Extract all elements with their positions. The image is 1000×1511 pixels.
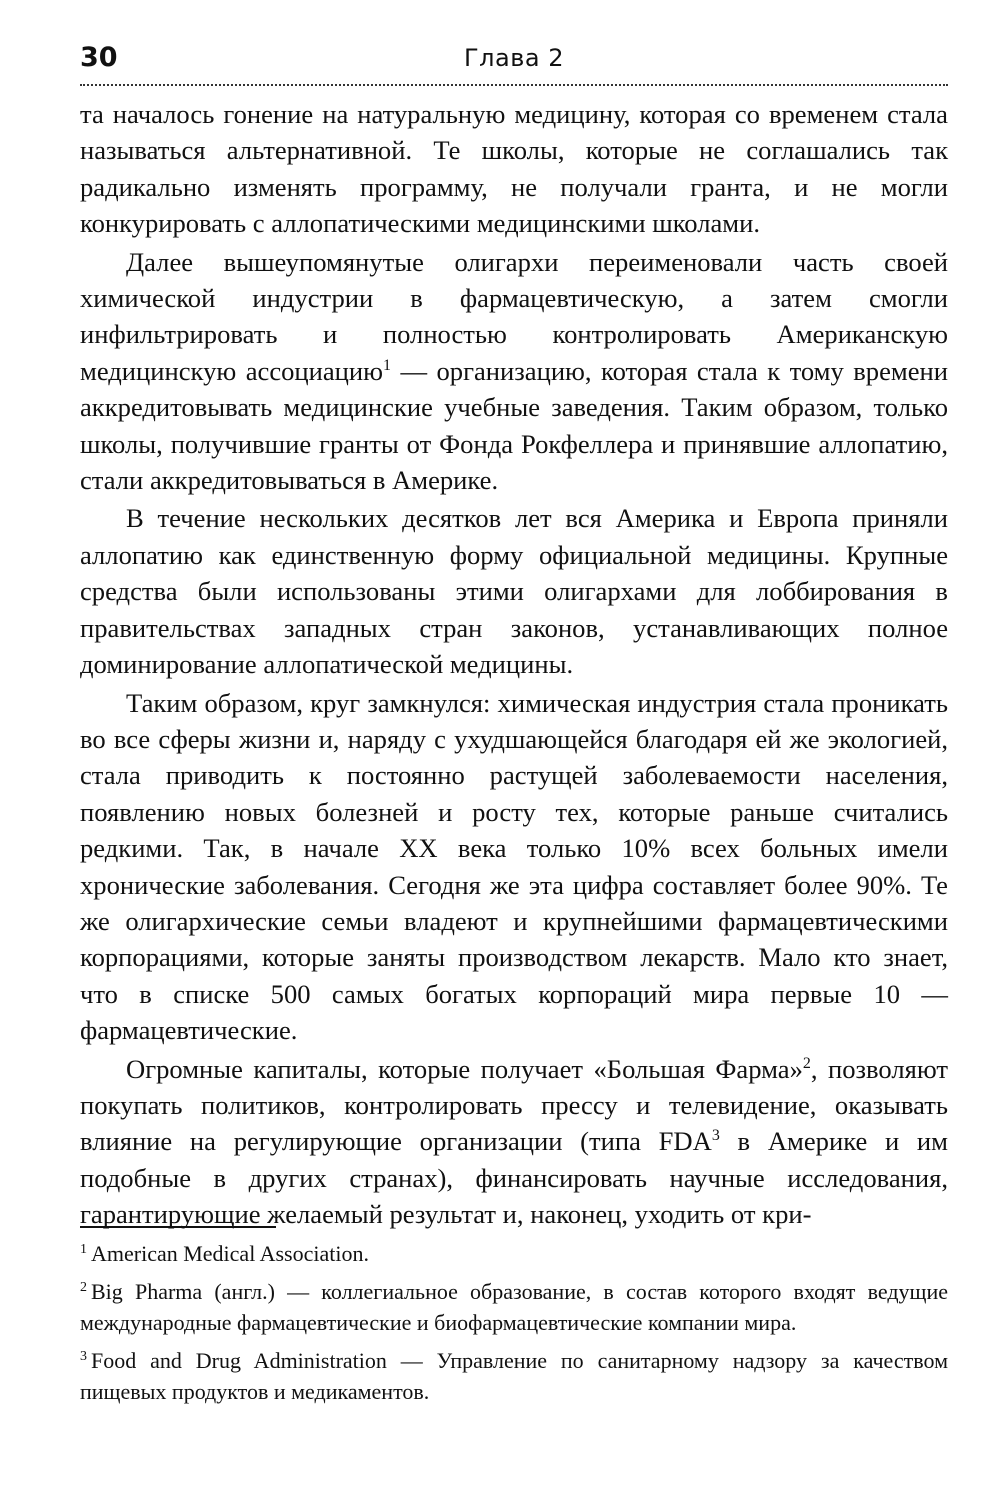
paragraph-4	[80, 685, 948, 1049]
main-text	[80, 96, 948, 1233]
footnote-1	[80, 1238, 948, 1269]
paragraph-2-text-b: — организацию, которая стала к тому времени аккредитовывать медицинские учебные заведения. Таким образом, только школы, получившие гранты от Фонда Рокфеллера и принявшие аллопатию, стали аккредитовываться в Америке.	[80, 355, 948, 496]
paragraph-2-text-a: Далее вышеупомянутые олигархи переименовали часть своей химической индустрии в фармацевтическую, а затем смогли инфильтрировать и полностью контролировать Американскую медицинскую ассоциацию	[80, 246, 948, 386]
footnote-ref-1: 1	[383, 356, 391, 374]
paragraph-5-text-b: , позволяют покупать политиков, контролировать прессу и телевидение, оказывать влияние на регулирующие организации (типа FDA	[80, 1053, 948, 1157]
footnote-1-mark: 1	[80, 1241, 87, 1257]
footnote-2	[80, 1276, 948, 1338]
footnote-ref-3: 3	[711, 1127, 720, 1145]
footnote-3-mark: 3	[80, 1348, 87, 1364]
chapter-title: Глава 2	[464, 44, 564, 72]
paragraph-1-text: та началось гонение на натуральную медицину, которая со временем стала называться альтернативной. Те школы, которые не соглашались так радикально изменять программу, не получали гранта, и не могли конкурировать с аллопатическими медицинскими школами.	[80, 99, 948, 239]
paragraph-3-text: В течение нескольких десятков лет вся Америка и Европа приняли аллопатию как единственную форму официальной медицины. Крупные средства были использованы этими олигархами для лоббирования в правительствах западных стран законов, устанавливающих полное доминирование аллопатической медицины.	[80, 503, 948, 680]
footnote-3-text: Food and Drug Administration — Управление по санитарному надзору за качеством пищевых продуктов и медикаментов.	[80, 1348, 948, 1404]
footnotes	[80, 1238, 948, 1414]
header-divider	[80, 84, 948, 86]
paragraph-5-text-c: в Америке и им подобные в других странах), финансировать научные исследования, гарантирующие желаемый результат и, наконец, уходить от кри-	[80, 1126, 948, 1230]
paragraph-5	[80, 1051, 948, 1233]
paragraph-1	[80, 96, 948, 242]
paragraph-2	[80, 244, 948, 499]
footnote-3	[80, 1345, 948, 1407]
footnote-ref-2: 2	[802, 1054, 811, 1072]
footnote-1-text: American Medical Association.	[91, 1241, 369, 1266]
paragraph-3	[80, 500, 948, 682]
footnote-2-mark: 2	[80, 1279, 87, 1295]
paragraph-4-text: Таким образом, круг замкнулся: химическая индустрия стала проникать во все сферы жизни и, наряду с ухудшающейся благодаря ей же экологией, стала приводить к постоянно растущей заболеваемости населения, появлению новых болезней и росту тех, которые раньше считались редкими. Так, в начале XX века только 10% всех больных имели хронические заболевания. Сегодня же эта цифра составляет более 90%. Те же олигархические семьи владеют и крупнейшими фармацевтическими корпорациями, которые заняты производством лекарств. Мало кто знает, что в списке 500 самых богатых корпораций мира первые 10 — фармацевтические.	[80, 687, 948, 1046]
paragraph-5-text-a: Огромные капиталы, которые получает «Большая Фарма»	[126, 1053, 803, 1084]
running-header	[80, 40, 948, 80]
footnote-2-text: Big Pharma (англ.) — коллегиальное образование, в состав которого входят ведущие международные фармацевтические и биофармацевтические компании мира.	[80, 1279, 948, 1335]
page-number: 30	[80, 42, 118, 73]
footnote-divider	[80, 1226, 276, 1228]
